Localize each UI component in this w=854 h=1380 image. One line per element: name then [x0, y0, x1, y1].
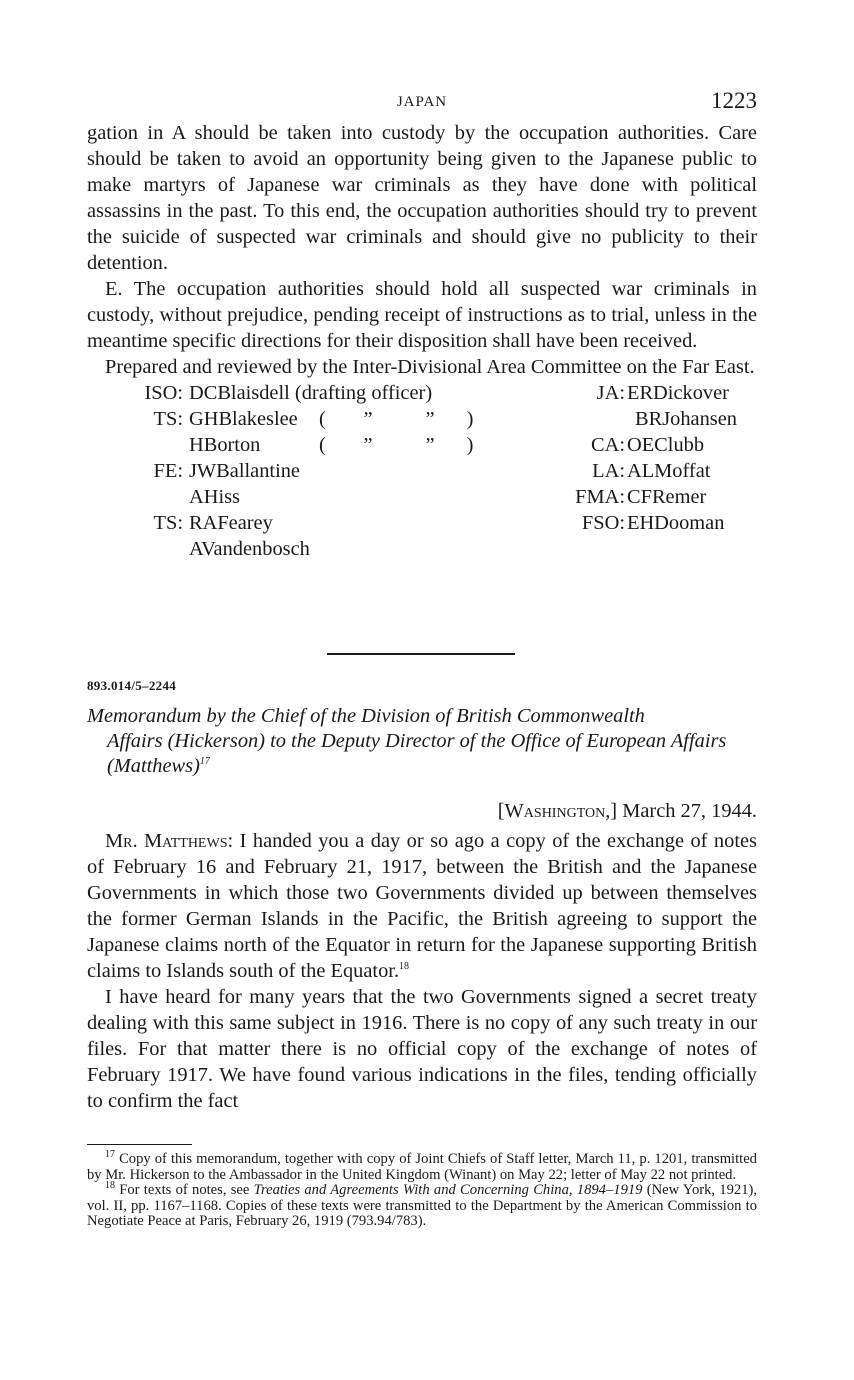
signature-block — [87, 380, 757, 560]
heading-line-2-text: Affairs (Hickerson) to the Deputy Director of the Office of European Affairs (Matthews) — [107, 730, 727, 777]
footnote-number: 17 — [105, 1149, 115, 1161]
office-code: FE: — [153, 460, 183, 482]
signatory-name: GHBlakeslee — [189, 408, 298, 430]
office-code: ISO: — [144, 382, 183, 404]
signature-row — [87, 406, 479, 432]
document-page — [87, 88, 757, 1230]
paragraph-opening-text: I handed you a day or so ago a copy of the exchange of notes of February 16 and February 21, 1917, between the British and the Japanese Governments in which those two Governments divided up between themselves the former German Islands in the Pacific, the British agreeing to support the Japanese claims north of the Equator in return for the Japanese supporting British claims to Islands south of the Equator. — [87, 830, 757, 982]
footnote-18-text-a: For texts of notes, see — [119, 1182, 250, 1199]
footnote-divider — [87, 1144, 192, 1145]
footnotes — [87, 1149, 757, 1230]
signatory-name: CFRemer — [627, 486, 707, 508]
footnote-17-text: Copy of this memorandum, together with copy of Joint Chiefs of Staff letter, March 11, p. 1201, transmitted by Mr. Hickerson to the Ambassador in the United Kingdom (Winant) on May 22; letter of May 22 not printed. — [87, 1151, 757, 1183]
ditto-mark: ( — [319, 408, 326, 430]
ditto-mark: ( — [319, 434, 326, 456]
signatory-name: ERDickover — [627, 382, 729, 404]
ditto-mark: ” — [425, 434, 435, 456]
paragraph-e: E. The occupation authorities should hold all suspected war criminals in custody, without prejudice, pending receipt of instructions as to trial, unless in the meantime specific directions for their disposition shall have been received. — [87, 278, 757, 352]
signatures-left-column — [87, 380, 479, 562]
heading-line-1: Memorandum by the Chief of the Division of British Commonwealth — [87, 705, 645, 727]
office-code: FMA: — [575, 486, 625, 508]
section-divider — [327, 653, 515, 655]
signature-row — [87, 510, 479, 536]
running-title: JAPAN — [396, 94, 448, 110]
paragraph-secret-treaty: I have heard for many years that the two Governments signed a secret treaty dealing with this same subject in 1916. There is no copy of any such treaty in our files. For that matter there is no official copy of the exchange of notes of February 1917. We have found various indications in the files, tending officially to confirm the fact — [87, 986, 757, 1112]
office-code: TS: — [153, 408, 183, 430]
signatory-name: BRJohansen — [635, 408, 737, 430]
footnote-18-text-b: (New York, 1921), vol. II, pp. 1167–1168. Copies of these texts were transmitted to the Department by the American Commission to Negotiate Peace at Paris, February 26, 1919 (793.94/783). — [87, 1182, 757, 1230]
ditto-mark: ” — [363, 434, 373, 456]
footnote-17 — [87, 1149, 757, 1183]
paragraph-prepared: Prepared and reviewed by the Inter-Divisional Area Committee on the Far East. — [105, 356, 755, 378]
signature-row — [537, 510, 757, 536]
footnote-18-title: Treaties and Agreements With and Concerning China, 1894–1919 — [253, 1182, 643, 1199]
office-code: FSO: — [581, 512, 625, 534]
signature-row — [537, 458, 757, 484]
footnote-marker: 17 — [199, 756, 210, 768]
signatory-name: AVandenbosch — [189, 538, 310, 560]
signature-row — [87, 380, 479, 406]
office-code: CA: — [591, 434, 625, 456]
signatory-name: DCBlaisdell (drafting officer) — [189, 382, 433, 404]
ditto-mark: ” — [363, 408, 373, 430]
signature-row — [87, 432, 479, 458]
signature-row — [87, 484, 479, 510]
paragraph-opening — [87, 828, 757, 984]
file-number: 893.014/5–2244 — [87, 678, 177, 693]
signatory-name: RAFearey — [189, 512, 273, 534]
footnote-number: 18 — [105, 1180, 115, 1192]
signatory-name: EHDooman — [627, 512, 725, 534]
ditto-mark: ” — [425, 408, 435, 430]
running-head — [87, 88, 757, 120]
signatory-name: ALMoffat — [627, 460, 711, 482]
page-number: 1223 — [711, 88, 757, 113]
signatures-right-column — [537, 380, 757, 536]
signature-row — [537, 406, 757, 432]
dateline-date: March 27, 1944. — [622, 800, 757, 822]
office-code: JA: — [596, 382, 625, 404]
heading-line-2 — [87, 729, 757, 779]
signatory-name: AHiss — [189, 486, 240, 508]
ditto-mark: ) — [466, 408, 474, 430]
office-code: TS: — [153, 512, 183, 534]
footnote-marker: 18 — [399, 961, 410, 973]
office-code: LA: — [592, 460, 625, 482]
footnote-18 — [87, 1180, 757, 1230]
dateline — [498, 800, 757, 823]
dateline-place: [Washington,] — [497, 800, 618, 822]
salutation: Mr. Matthews: — [105, 830, 234, 852]
memo-body — [87, 828, 757, 1114]
signatory-name: HBorton — [189, 434, 261, 456]
signatory-name: JWBallantine — [189, 460, 300, 482]
signature-row — [537, 380, 757, 406]
signature-row — [87, 458, 479, 484]
signature-row — [537, 432, 757, 458]
signatory-name: OEClubb — [627, 434, 705, 456]
ditto-mark: ) — [466, 434, 474, 456]
signature-row — [87, 536, 479, 562]
document-heading — [87, 704, 757, 779]
signature-row — [537, 484, 757, 510]
paragraph-continued: gation in A should be taken into custody by the occupation authorities. Care should be taken to avoid an opportunity being given to the Japanese public to make martyrs of Japanese war criminals as they have done with political assassins in the past. To this end, the occupation authorities should try to prevent the suicide of suspected war criminals and should give no publicity to their detention. — [87, 122, 757, 274]
